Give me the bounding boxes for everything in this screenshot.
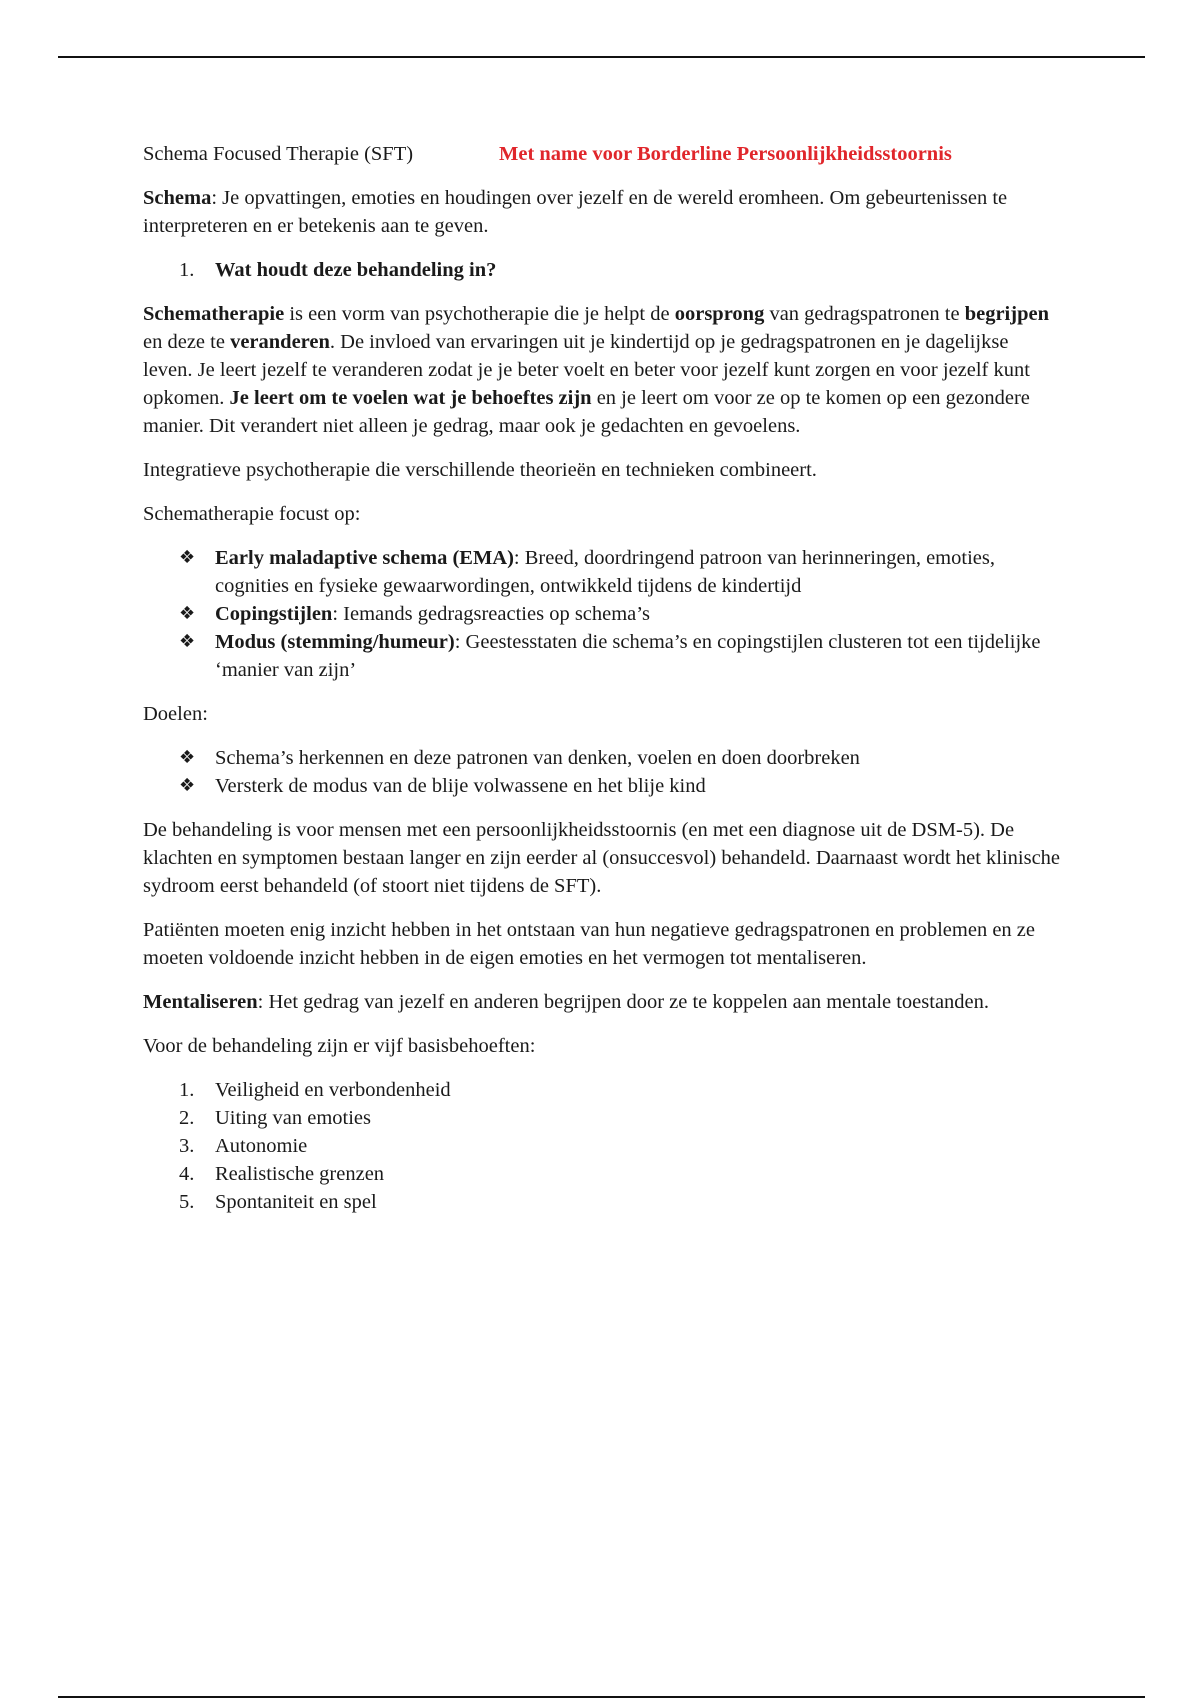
list-item: [143, 1104, 1063, 1132]
diamond-bullet-icon: ❖: [179, 631, 196, 652]
list-number: 3.: [179, 1135, 195, 1157]
bottom-rule: [58, 1696, 1145, 1698]
list-item: [143, 1160, 1063, 1188]
section-number: 1.: [179, 259, 195, 281]
p1-text-3: en deze te: [143, 331, 231, 353]
list-item-text: Uiting van emoties: [215, 1107, 372, 1129]
list-item-text: Realistische grenzen: [215, 1163, 385, 1185]
paragraph-doelgroep: De behandeling is voor mensen met een persoonlijkheidsstoornis (en met een diagnose uit de DSM-5). De klachten en symptomen bestaan langer en zijn eerder al (onsuccesvol) behandeld. Daarnaast wordt het klinische sydroom eerst behandeld (of stoort niet tijdens de SFT).: [143, 819, 1061, 897]
list-item-desc: : Breed, doordringend patroon van herinneringen, emoties, cognities en fysieke gewaarwordingen, ontwikkeld tijdens de kindertijd: [215, 547, 995, 597]
section-heading: [143, 256, 1063, 284]
diamond-bullet-icon: ❖: [179, 547, 196, 568]
list-item: [143, 1132, 1063, 1160]
list-item-text: Spontaniteit en spel: [215, 1191, 377, 1213]
list-item-text: [215, 628, 1063, 684]
list-item-desc: : Geestesstaten die schema’s en copingstijlen clusteren tot een tijdelijke ‘manier van zijn’: [215, 631, 1041, 681]
title-line: [143, 140, 1063, 168]
list-number: 5.: [179, 1191, 195, 1213]
section-title: Wat houdt deze behandeling in?: [215, 259, 497, 281]
doelen-list: [143, 744, 1063, 800]
p1-bold-4: veranderen: [230, 331, 330, 353]
list-item-text: [215, 544, 1063, 600]
diamond-bullet-icon: ❖: [179, 747, 196, 768]
p1-bold-3: begrijpen: [964, 303, 1049, 325]
schema-text: : Je opvattingen, emoties en houdingen over jezelf en de wereld eromheen. Om gebeurtenissen te interpreteren en er betekenis aan te geven.: [143, 187, 1008, 237]
top-rule: [58, 56, 1145, 58]
p1-bold-1: Schematherapie: [143, 303, 285, 325]
list-number: 2.: [179, 1107, 195, 1129]
list-item-desc: : Iemands gedragsreacties op schema’s: [332, 603, 650, 625]
list-item-term: Copingstijlen: [215, 603, 333, 625]
list-item-text: Autonomie: [215, 1135, 308, 1157]
p1-bold-5: Je leert om te voelen wat je behoeftes zijn: [229, 387, 592, 409]
list-item: [143, 1188, 1063, 1216]
diamond-bullet-icon: ❖: [179, 603, 196, 624]
list-item: [143, 600, 1063, 628]
schema-term: Schema: [143, 187, 212, 209]
paragraph-inzicht: Patiënten moeten enig inzicht hebben in het ontstaan van hun negatieve gedragspatronen en problemen en ze moeten voldoende inzicht hebben in de eigen emoties en het vermogen tot mentaliseren.: [143, 919, 1036, 969]
document-subtitle: Met name voor Borderline Persoonlijkheidsstoornis: [499, 143, 952, 165]
list-number: 1.: [179, 1079, 195, 1101]
list-item: [143, 744, 1063, 772]
list-item-text: [215, 600, 1063, 628]
p1-text-5: en je leert om voor ze op te komen op een gezondere manier. Dit verandert niet alleen je gedrag, maar ook je gedachten en gevoelens.: [143, 387, 1030, 437]
mentaliseren-term: Mentaliseren: [143, 991, 258, 1013]
p1-text-1: is een vorm van psychotherapie die je helpt de: [284, 303, 675, 325]
needs-list: [143, 1076, 1063, 1216]
focus-intro: Schematherapie focust op:: [143, 503, 361, 525]
list-item: [143, 1076, 1063, 1104]
paragraph-integratief: Integratieve psychotherapie die verschillende theorieën en technieken combineert.: [143, 459, 817, 481]
list-item: [143, 544, 1063, 600]
list-item-text: Versterk de modus van de blije volwassene en het blije kind: [215, 775, 706, 797]
list-item: [143, 772, 1063, 800]
doelen-intro: Doelen:: [143, 703, 208, 725]
p1-bold-2: oorsprong: [674, 303, 765, 325]
document-body: [143, 140, 1063, 1232]
mentaliseren-text: : Het gedrag van jezelf en anderen begrijpen door ze te koppelen aan mentale toestanden.: [257, 991, 990, 1013]
paragraph-schematherapie: [143, 300, 1063, 440]
list-item-text: Schema’s herkennen en deze patronen van denken, voelen en doen doorbreken: [215, 747, 860, 769]
document-title: Schema Focused Therapie (SFT): [143, 143, 414, 165]
p1-text-2: van gedragspatronen te: [764, 303, 965, 325]
needs-intro: Voor de behandeling zijn er vijf basisbehoeften:: [143, 1035, 536, 1057]
list-item-text: Veiligheid en verbondenheid: [215, 1079, 451, 1101]
list-number: 4.: [179, 1163, 195, 1185]
list-item-term: Modus (stemming/humeur): [215, 631, 455, 653]
p1-text-4: . De invloed van ervaringen uit je kindertijd op je gedragspatronen en je dagelijkse leven. Je leert jezelf te veranderen zodat je je beter voelt en beter voor jezelf kunt zorgen en voor jezelf kunt opkomen.: [143, 331, 1030, 409]
focus-list: [143, 544, 1063, 684]
schema-definition: [143, 184, 1063, 240]
list-item-term: Early maladaptive schema (EMA): [215, 547, 514, 569]
diamond-bullet-icon: ❖: [179, 775, 196, 796]
list-item: [143, 628, 1063, 684]
mentaliseren-definition: [143, 988, 1063, 1016]
